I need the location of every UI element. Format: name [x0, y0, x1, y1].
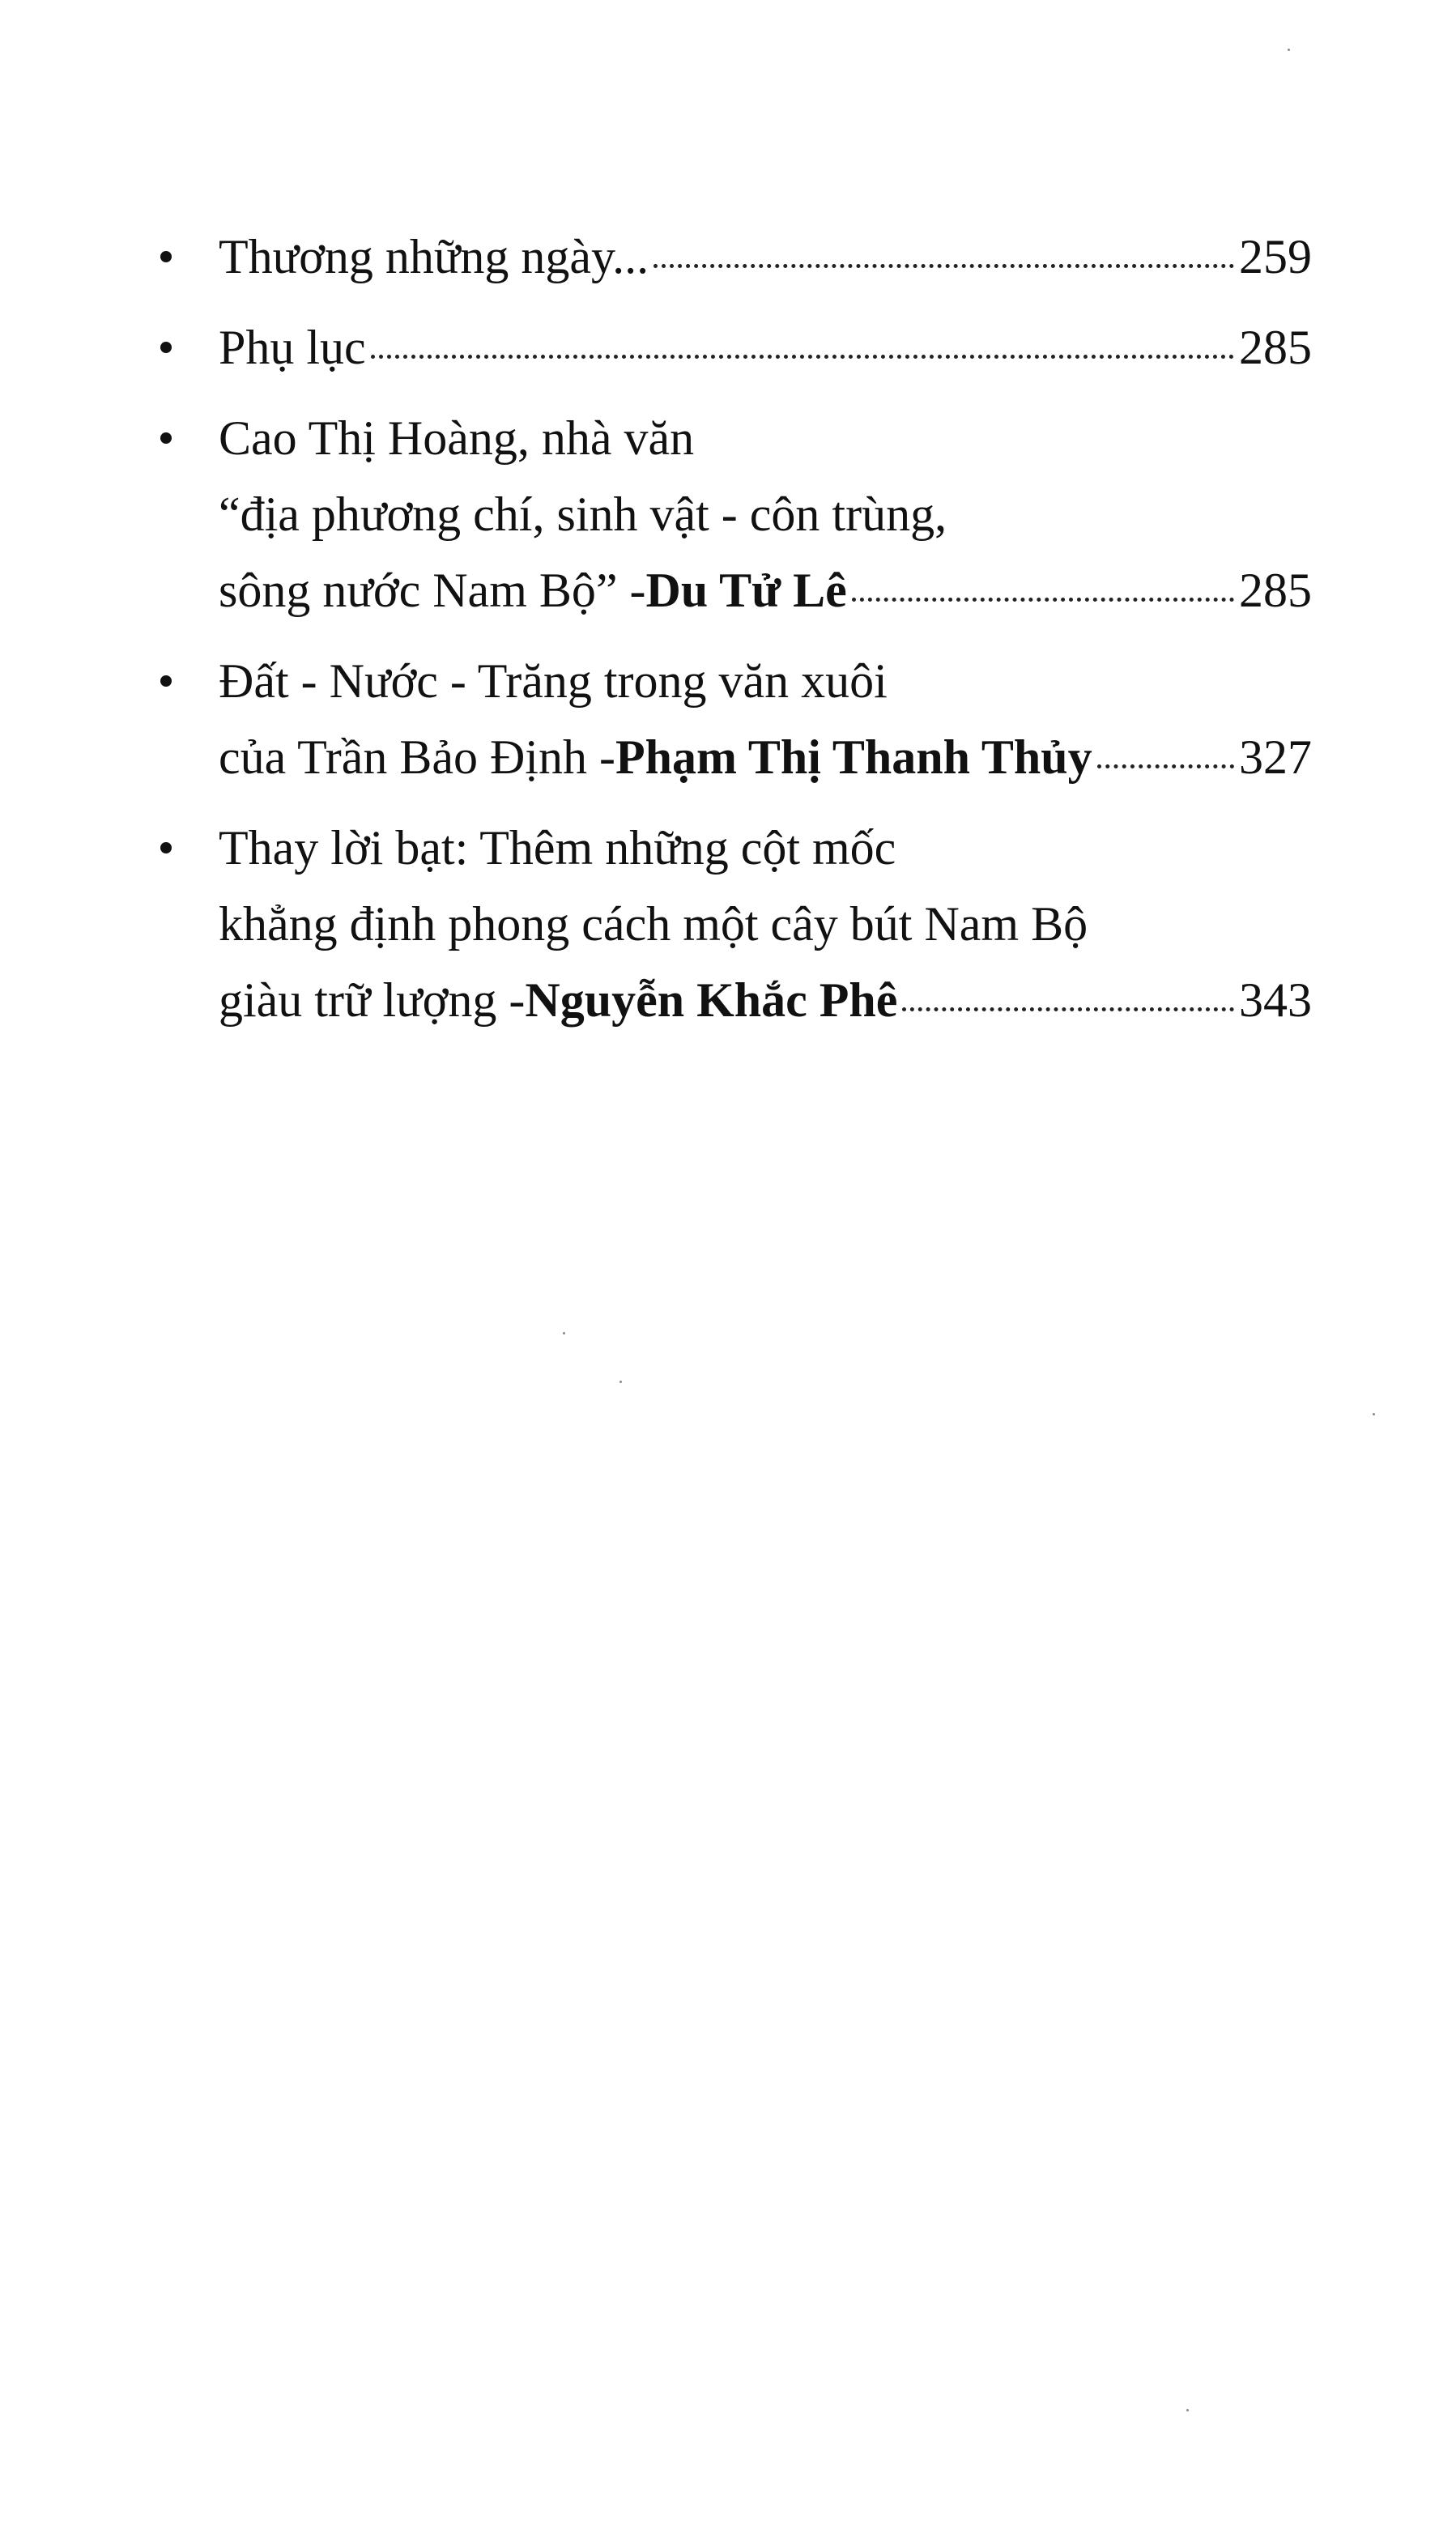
toc-entry-line — [219, 309, 1312, 385]
toc-entry-cao-thi-hoang — [154, 400, 1312, 628]
toc-entry-title-line: “địa phương chí, sinh vật - côn trùng, — [219, 487, 947, 541]
toc-entry-title-line: Cao Thị Hoàng, nhà văn — [219, 411, 695, 465]
toc-entry-title-line: Đất - Nước - Trăng trong văn xuôi — [219, 654, 888, 708]
toc-entry-thuong-nhung-ngay — [154, 219, 1312, 295]
toc-entry-page-number: 343 — [1239, 973, 1312, 1027]
toc-entry-title: sông nước Nam Bộ” - — [219, 564, 646, 617]
toc-entry-page-number: 327 — [1239, 730, 1312, 784]
toc-entry-title: giàu trữ lượng - — [219, 973, 526, 1027]
scan-speck — [1186, 2409, 1189, 2411]
toc-entry-page-number: 259 — [1239, 230, 1312, 283]
dot-leader — [902, 1007, 1234, 1011]
toc-entry-author: Phạm Thị Thanh Thủy — [615, 730, 1092, 784]
toc-entry-title: Thương những ngày... — [219, 230, 649, 283]
bullet-icon — [160, 675, 172, 687]
bullet-icon — [160, 251, 172, 262]
toc-entry-line — [219, 552, 1312, 628]
scan-speck — [619, 1381, 622, 1383]
dot-leader — [852, 598, 1234, 602]
toc-entry-title-line: khẳng định phong cách một cây bút Nam Bộ — [219, 897, 1088, 951]
toc-entry-page-number: 285 — [1239, 564, 1312, 617]
toc-entry-phu-luc — [154, 309, 1312, 385]
scan-speck — [563, 1332, 565, 1334]
toc-entry-title-line: Thay lời bạt: Thêm những cột mốc — [219, 821, 896, 875]
bullet-icon — [160, 842, 172, 853]
table-of-contents — [154, 219, 1312, 1038]
toc-entry-line — [219, 962, 1312, 1038]
toc-entry-title: Phụ lục — [219, 321, 366, 374]
toc-entry-line — [219, 219, 1312, 295]
dot-leader — [653, 264, 1234, 268]
toc-entry-author: Nguyễn Khắc Phê — [525, 973, 898, 1027]
scan-speck — [1373, 1413, 1375, 1415]
toc-entry-page-number: 285 — [1239, 321, 1312, 374]
bullet-icon — [160, 342, 172, 353]
toc-entry-line — [219, 719, 1312, 795]
toc-entry-dat-nuoc-trang — [154, 643, 1312, 795]
toc-entry-author: Du Tử Lê — [645, 564, 847, 617]
toc-entry-title: của Trần Bảo Định - — [219, 730, 615, 784]
bullet-icon — [160, 432, 172, 444]
dot-leader — [371, 355, 1234, 359]
dot-leader — [1097, 764, 1234, 768]
scan-speck — [1288, 49, 1290, 51]
toc-entry-thay-loi-bat — [154, 810, 1312, 1038]
